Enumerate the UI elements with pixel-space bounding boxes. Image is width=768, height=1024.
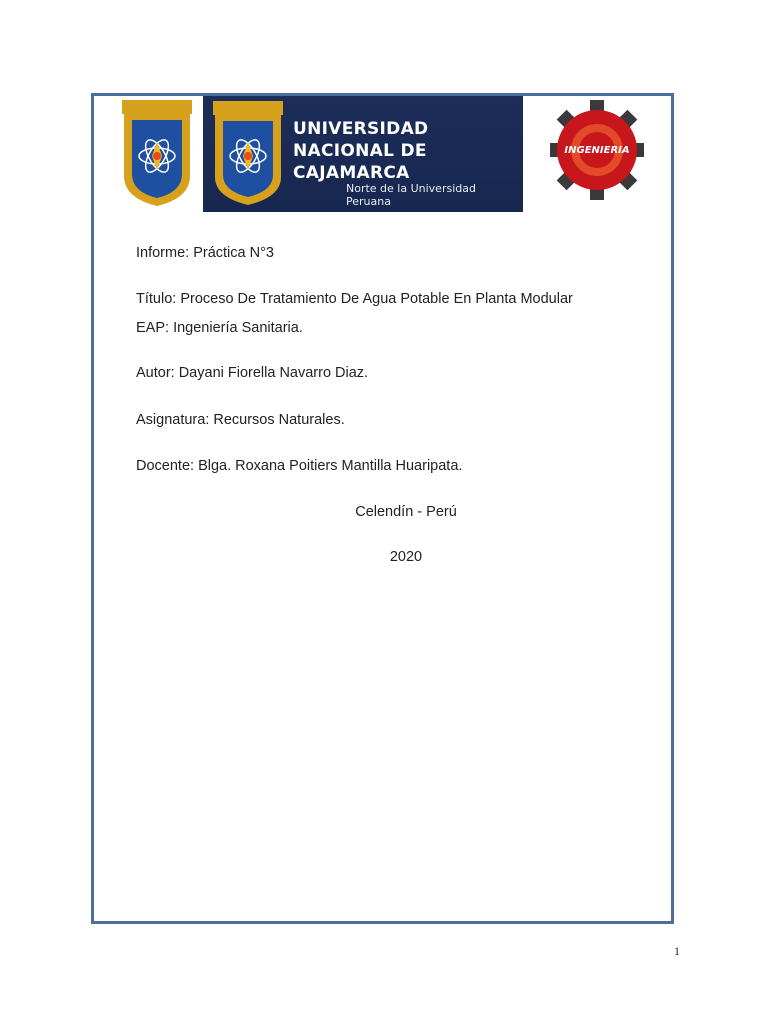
teacher: Docente: Blga. Roxana Poitiers Mantilla Huaripata. [136, 458, 463, 474]
university-name-line-2: NACIONAL DE [293, 141, 427, 161]
university-name-line-1: UNIVERSIDAD [293, 119, 429, 139]
report-title: Título: Proceso De Tratamiento De Agua Potable En Planta Modular [136, 291, 573, 307]
report-number: Informe: Práctica N°3 [136, 245, 274, 261]
school-name: EAP: Ingeniería Sanitaria. [136, 320, 303, 336]
university-name-line-3: CAJAMARCA [293, 163, 410, 183]
subject: Asignatura: Recursos Naturales. [136, 412, 345, 428]
university-tagline: Norte de la Universidad Peruana [346, 182, 476, 208]
university-crest-logo [120, 98, 194, 210]
svg-text:INGENIERIA: INGENIERIA [564, 145, 630, 156]
author: Autor: Dayani Fiorella Navarro Diaz. [136, 365, 369, 381]
university-banner [203, 96, 523, 212]
year: 2020 [389, 549, 423, 565]
page-number: 1 [674, 944, 680, 958]
university-name [293, 118, 428, 184]
engineering-gear-logo [550, 100, 644, 200]
banner-crest-logo [211, 99, 285, 209]
location: Celendín - Perú [355, 504, 457, 520]
